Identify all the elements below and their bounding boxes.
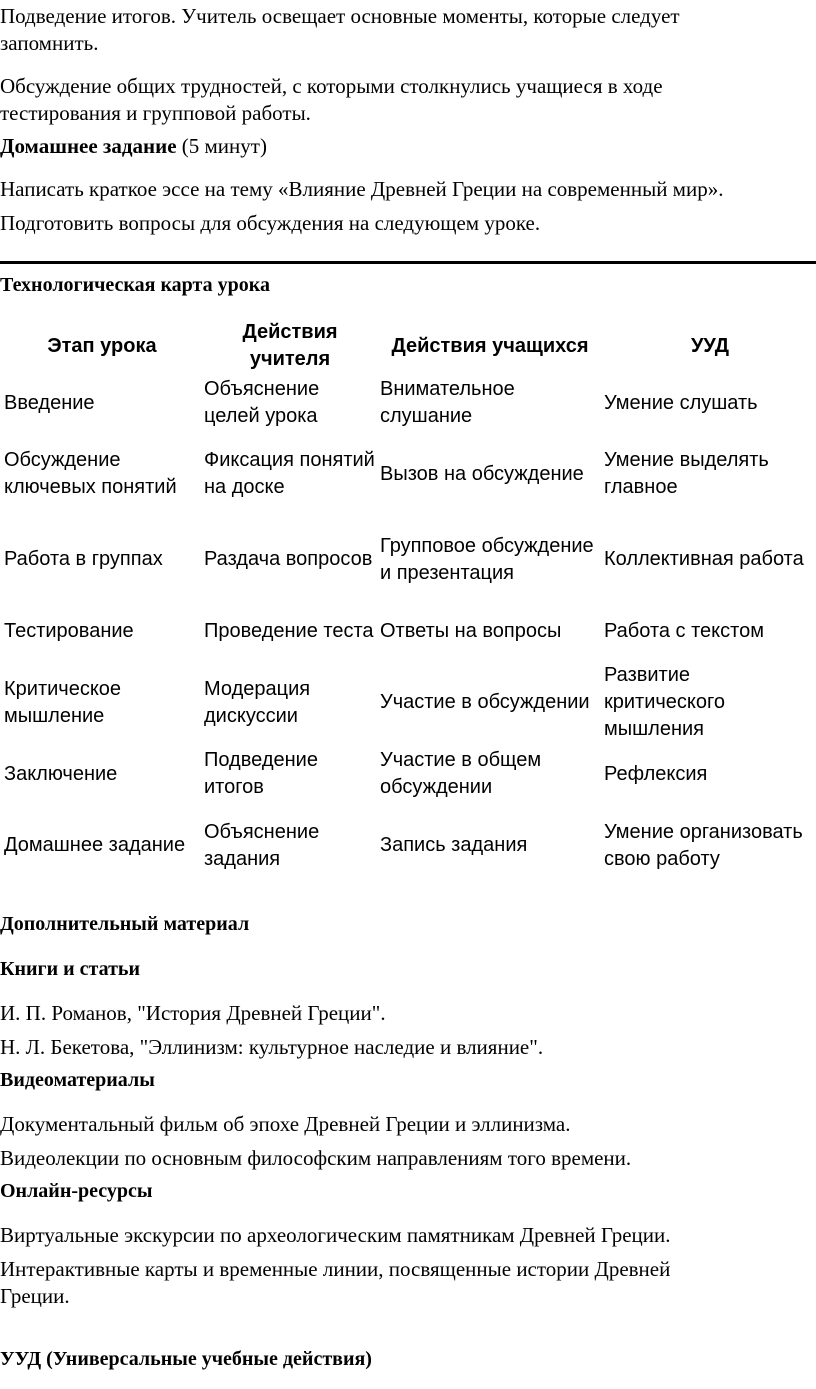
tech-map-title: Технологическая карта урока [0, 274, 270, 296]
cell-stage: Домашнее задание [4, 834, 186, 856]
video-item-1: Документальный фильм об эпохе Древней Греции и эллинизма. [0, 1112, 571, 1136]
section-divider [0, 261, 816, 264]
cell-uud: Развитие критического мышления [604, 664, 725, 740]
homework-heading [0, 133, 267, 160]
table-row [0, 603, 816, 660]
cell-students: Запись задания [380, 834, 528, 856]
summary-line-2: запомнить. [0, 31, 99, 55]
homework-heading-duration: (5 минут) [176, 134, 267, 158]
homework-item-2: Подготовить вопросы для обсуждения на следующем уроке. [0, 211, 541, 235]
cell-teacher: Модерация дискуссии [204, 677, 311, 727]
cell-stage: Обсуждение ключевых понятий [4, 449, 177, 498]
discussion-line-1: Обсуждение общих трудностей, с которыми столкнулись учащиеся в ходе [0, 74, 663, 98]
cell-stage: Критическое мышление [4, 677, 122, 727]
cell-stage: Работа в группах [4, 548, 163, 570]
table-row [0, 516, 816, 603]
extra-title: Дополнительный материал [0, 913, 250, 935]
book-item-1: И. П. Романов, "История Древней Греции". [0, 1001, 386, 1025]
cell-students: Групповое обсуждение и презентация [380, 534, 594, 584]
cell-students: Ответы на вопросы [380, 620, 562, 642]
video-heading: Видеоматериалы [0, 1069, 155, 1091]
book-item-2: Н. Л. Бекетова, "Эллинизм: культурное наследие и влияние". [0, 1035, 544, 1059]
cell-stage: Тестирование [4, 620, 134, 642]
online-item-1: Виртуальные экскурсии по археологическим памятникам Древней Греции. [0, 1223, 671, 1247]
homework-heading-bold: Домашнее задание [0, 134, 177, 158]
cell-students: Участие в обсуждении [380, 691, 590, 713]
cell-stage: Заключение [4, 762, 118, 785]
table-row [0, 432, 816, 516]
cell-uud: Умение выделять главное [604, 449, 769, 498]
cell-uud: Работа с текстом [604, 620, 764, 642]
summary-line-1: Подведение итогов. Учитель освещает основные моменты, которые следует [0, 4, 680, 28]
discussion-line-2: тестирования и групповой работы. [0, 101, 311, 125]
table-row [0, 660, 816, 745]
tech-map-table [0, 318, 816, 888]
col-header-students: Действия учащихся [391, 334, 589, 357]
online-item-2-line-2: Греции. [0, 1284, 70, 1308]
col-header-uud: УУД [690, 334, 730, 357]
col-header-stage: Этап урока [47, 334, 157, 357]
table-row [0, 803, 816, 888]
books-heading: Книги и статьи [0, 958, 141, 980]
uud-heading: УУД (Универсальные учебные действия) [0, 1348, 372, 1370]
table-row [0, 374, 816, 432]
table-header-row [0, 318, 816, 374]
cell-stage: Введение [4, 391, 95, 414]
cell-teacher: Проведение теста [204, 620, 374, 642]
cell-teacher: Подведение итогов [204, 749, 318, 798]
cell-students: Вызов на обсуждение [380, 462, 584, 485]
video-item-2: Видеолекции по основным философским направлениям того времени. [0, 1146, 632, 1170]
cell-students: Внимательное слушание [380, 378, 515, 427]
cell-teacher: Фиксация понятий на доске [204, 449, 375, 498]
cell-teacher: Объяснение задания [204, 820, 320, 870]
cell-uud: Коллективная работа [604, 548, 804, 570]
col-header-teacher: Действия учителя [242, 321, 338, 370]
cell-uud: Умение организовать свою работу [604, 820, 803, 870]
cell-teacher: Раздача вопросов [204, 548, 373, 570]
online-heading: Онлайн-ресурсы [0, 1180, 153, 1202]
online-item-2-line-1: Интерактивные карты и временные линии, посвященные истории Древней [0, 1257, 671, 1281]
cell-teacher: Объяснение целей урока [204, 378, 320, 427]
cell-uud: Рефлексия [604, 762, 708, 785]
homework-item-1: Написать краткое эссе на тему «Влияние Древней Греции на современный мир». [0, 177, 724, 201]
table-row [0, 745, 816, 803]
cell-students: Участие в общем обсуждении [380, 749, 542, 798]
cell-uud: Умение слушать [604, 391, 758, 414]
